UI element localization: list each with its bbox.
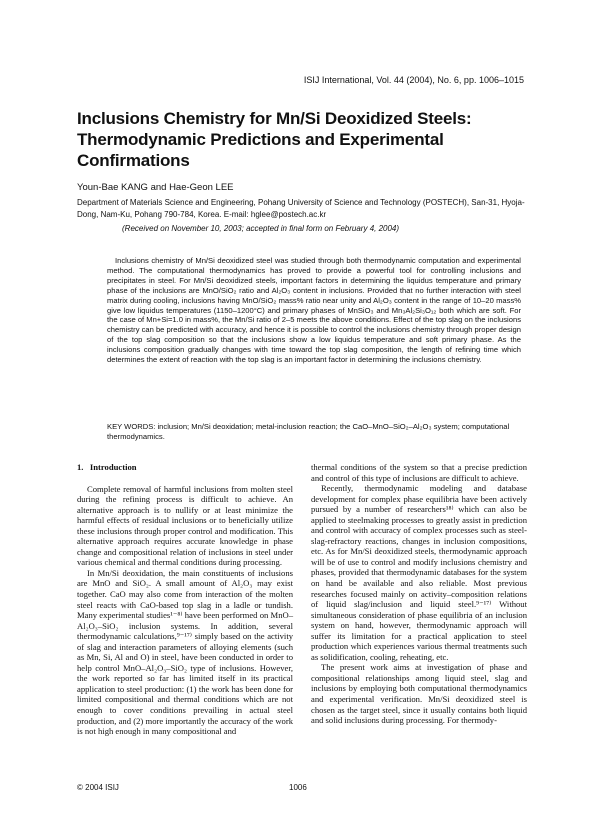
- section-number: 1.: [77, 462, 84, 472]
- received-dates: (Received on November 10, 2003; accepted in final form on February 4, 2004): [122, 224, 400, 233]
- abstract: Inclusions chemistry of Mn/Si deoxidized steel was studied through both thermodynamic computation and experimental method. The computational thermodynamics has proved to provide a powerful tool for controlling inclusions and precipitates in steel. For Mn/Si deoxidized steels, important factors in determining the liquidus temperature and primary phase of the inclusions are MnO/SiO₂ ratio and Al₂O₃ content in inclusions. Provided that no further interaction with steel matrix during cooling, inclusions having MnO/SiO₂ mass% ratio near unity and Al₂O₃ content in the range of 10–20 mass% give low liquidus temperatures (1150–1200°C) and primary phases of MnSiO₃ and Mn₃Al₂Si₃O₁₂ both which are soft. For the case of Mn+Si=1.0 in mass%, the Mn/Si ratio of 2–5 meets the above conditions. Effect of the top slag on the inclusions chemistry can be predicted with accuracy, and hence it is possible to control the inclusions chemistry through proper design of the top slag composition so that the inclusions show a low liquidus temperature and soft primary phase. As the inclusions composition gradually changes with time toward the top slag composition, the length of refining time which determines the extent of reaction with the top slag is an important factor in determining the inclusions chemistry.: [107, 256, 521, 365]
- section-heading: [77, 462, 293, 473]
- authors: Youn-Bae KANG and Hae-Geon LEE: [77, 182, 234, 193]
- copyright: © 2004 ISIJ: [77, 783, 119, 792]
- page-number: 1006: [289, 783, 307, 792]
- keywords: KEY WORDS: inclusion; Mn/Si deoxidation; metal-inclusion reaction; the CaO–MnO–SiO₂–Al₂O₃ system; computational thermodynamics.: [107, 422, 510, 441]
- left-column: [77, 462, 293, 737]
- paper-title: Inclusions Chemistry for Mn/Si Deoxidized Steels: Thermodynamic Predictions and Experimental Confirmations: [77, 109, 472, 170]
- right-column: [311, 462, 527, 726]
- paragraph: thermal conditions of the system so that a precise prediction and control of this type of inclusions are difficult to achieve.: [311, 462, 527, 483]
- paragraph: In Mn/Si deoxidation, the main constituents of inclusions are MnO and SiO₂. A small amount of Al₂O₃ may exist together. CaO may also come from interaction of the molten steel reacts with CaO-based top slag in a ladle or tundish. Many experimental studies¹⁻⁸⁾ have been performed on MnO–Al₂O₃–SiO₂ inclusion systems. In addition, several thermodynamic calculations,⁹⁻¹⁷⁾ simply based on the activity of slag and interaction parameters of alloying elements (such as Mn, Si, Al and O) in steel, have been conducted in order to help control MnO–Al₂O₃–SiO₂ type of inclusions. However, the work reported so far has limited itself in its practical application to steel production: (1) the work has been done for limited compositional and thermal conditions which are not enough to cover conditions prevailing in actual steel production, and (2) more importantly the accuracy of the work is not high enough in many compositional and: [77, 567, 293, 737]
- paragraph: Complete removal of harmful inclusions from molten steel during the refining process is difficult to achieve. An alternative approach is to nullify or at least minimize the harmful effects of residual inclusions or to beneficially utilize these inclusions through proper control and modification. This alternative approach requires accurate knowledge in phase change and compositional relation of inclusions in steel under various chemical and thermal conditions during processing.: [77, 483, 293, 568]
- section-title: Introduction: [89, 462, 137, 472]
- affiliation: Department of Materials Science and Engineering, Pohang University of Science and Technology (POSTECH), San-31, Hyoja-Dong, Nam-Ku, Pohang 790-784, Korea. E-mail: hglee@postech.ac.kr: [77, 198, 525, 219]
- journal-citation: ISIJ International, Vol. 44 (2004), No. 6, pp. 1006–1015: [303, 75, 524, 85]
- paragraph: The present work aims at investigation of phase and compositional relationships among liquid steel, slag and inclusions by employing both computational thermodynamics and experimental verification. Mn/Si deoxidized steel is chosen as the target steel, since it usually contains both liquid and solid inclusions during processing. For thermody-: [311, 662, 527, 726]
- paragraph: Recently, thermodynamic modeling and database development for complex phase equilibria have been actively pursued by a number of researchers¹⁸⁾ which can also be applied to steelmaking processes to greatly assist in prediction and control with accuracy of complex processes such as steel-slag-refractory reactions, changes in inclusion compositions, etc. As for Mn/Si deoxidized steels, thermodynamic approach will be of use to control and modify inclusions chemistry and phases, provided that thermodynamic databases for the system on hand be available and also reliable. Most previous researches focused mainly on activity–composition relations of liquid slag/inclusion and liquid steel.⁹⁻¹⁷⁾ Without simultaneous consideration of phase equilibria of an inclusion system on hand, however, thermodynamic approach will suffer its limitation for a practical application to steel production which experiences various thermal treatments such as solidification, cooling, reheating, etc.: [311, 483, 527, 662]
